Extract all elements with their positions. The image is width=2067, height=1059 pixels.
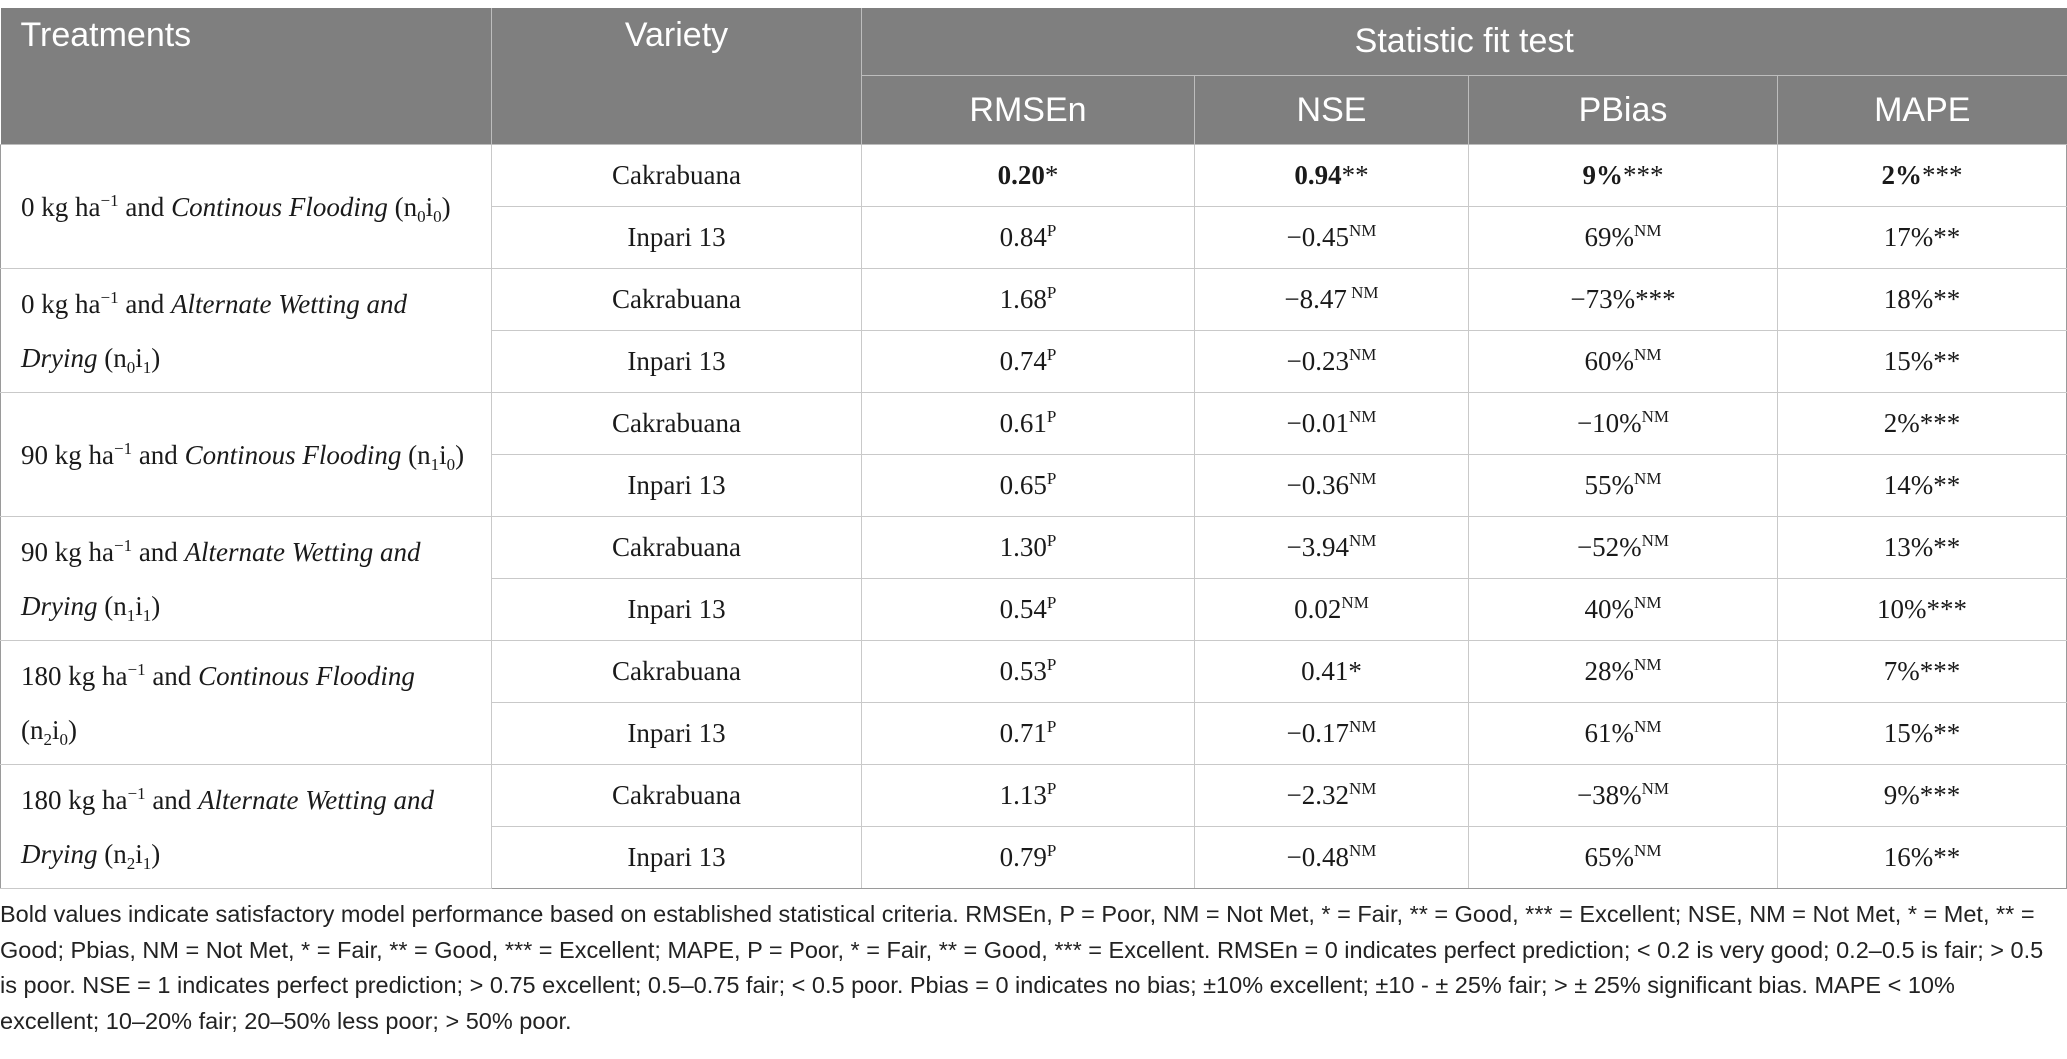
statistics-table bbox=[0, 8, 2067, 889]
pbias-cell bbox=[1469, 455, 1778, 517]
nse-value: −0.01 bbox=[1286, 408, 1350, 438]
table-row bbox=[1, 641, 2067, 703]
treatment-code bbox=[394, 191, 451, 226]
variety-name: Inpari 13 bbox=[627, 470, 726, 500]
mape-rating: *** bbox=[1922, 160, 1963, 190]
rmsen-rating: P bbox=[1046, 717, 1057, 736]
mape-cell bbox=[1778, 393, 2067, 455]
rmsen-value: 0.84 bbox=[999, 222, 1047, 252]
header-rmsen: RMSEn bbox=[862, 76, 1195, 145]
pbias-cell bbox=[1469, 517, 1778, 579]
variety-name: Inpari 13 bbox=[627, 222, 726, 252]
treatment-code bbox=[104, 342, 161, 377]
rmsen-rating: P bbox=[1046, 407, 1057, 426]
treatment-code-mid: i bbox=[135, 342, 143, 373]
treatment-code-n-sub: 1 bbox=[430, 454, 440, 474]
treatment-code-close: ) bbox=[68, 714, 78, 745]
mape-rating: *** bbox=[1926, 594, 1967, 624]
treatment-code bbox=[104, 838, 161, 873]
treatment-code-mid: i bbox=[425, 191, 434, 222]
rmsen-cell bbox=[862, 641, 1195, 703]
variety-name: Cakrabuana bbox=[612, 532, 741, 562]
mape-cell bbox=[1778, 765, 2067, 827]
variety-name: Inpari 13 bbox=[627, 718, 726, 748]
mape-value: 13% bbox=[1883, 532, 1934, 562]
nse-value: −3.94 bbox=[1286, 532, 1350, 562]
nse-rating: NM bbox=[1349, 345, 1377, 364]
treatment-amount: 0 bbox=[21, 191, 35, 222]
nse-rating: NM bbox=[1349, 469, 1377, 488]
rmsen-value: 1.68 bbox=[999, 284, 1047, 314]
treatment-cell bbox=[1, 517, 492, 641]
nse-rating: NM bbox=[1349, 407, 1377, 426]
treatment-code-n-sub: 0 bbox=[417, 206, 426, 226]
rmsen-rating: P bbox=[1046, 779, 1057, 798]
table-header bbox=[1, 8, 2067, 145]
pbias-cell bbox=[1469, 827, 1778, 889]
mape-value: 14% bbox=[1883, 470, 1934, 500]
nse-cell bbox=[1195, 579, 1469, 641]
variety-cell bbox=[492, 517, 862, 579]
rmsen-cell bbox=[862, 145, 1195, 207]
rmsen-value: 1.13 bbox=[999, 780, 1047, 810]
nse-rating: NM bbox=[1349, 717, 1377, 736]
pbias-value: 65% bbox=[1584, 842, 1635, 872]
pbias-rating: NM bbox=[1634, 841, 1662, 860]
rmsen-rating: P bbox=[1046, 469, 1057, 488]
nse-rating: NM bbox=[1349, 221, 1377, 240]
treatment-cell bbox=[1, 765, 492, 889]
pbias-rating: NM bbox=[1641, 531, 1670, 550]
nse-value: −0.48 bbox=[1286, 842, 1350, 872]
variety-name: Cakrabuana bbox=[612, 284, 741, 314]
nse-rating: NM bbox=[1349, 841, 1377, 860]
treatment-code-i-sub: 0 bbox=[446, 454, 456, 474]
mape-value: 16% bbox=[1883, 842, 1934, 872]
nse-value: 0.02 bbox=[1294, 594, 1342, 624]
mape-value: 15% bbox=[1883, 346, 1934, 376]
pbias-rating: NM bbox=[1634, 469, 1662, 488]
nse-rating: NM bbox=[1346, 283, 1379, 302]
treatment-code-i-sub: 0 bbox=[433, 206, 442, 226]
treatment-code-open: (n bbox=[21, 714, 44, 745]
rmsen-cell bbox=[862, 765, 1195, 827]
pbias-rating: NM bbox=[1634, 717, 1662, 736]
treatment-unit-exponent: −1 bbox=[113, 535, 133, 555]
treatment-code-mid: i bbox=[52, 714, 60, 745]
pbias-rating: *** bbox=[1623, 160, 1664, 190]
treatment-code-open: (n bbox=[104, 838, 127, 869]
mape-cell bbox=[1778, 517, 2067, 579]
nse-cell bbox=[1195, 145, 1469, 207]
treatment-method: Alternate Wetting and Drying bbox=[21, 288, 408, 373]
pbias-rating: NM bbox=[1634, 593, 1662, 612]
variety-name: Inpari 13 bbox=[627, 346, 726, 376]
nse-value: −0.45 bbox=[1286, 222, 1350, 252]
treatment-code-close: ) bbox=[151, 342, 161, 373]
pbias-value: −10% bbox=[1576, 408, 1642, 438]
header-nse: NSE bbox=[1195, 76, 1469, 145]
pbias-rating: NM bbox=[1641, 779, 1670, 798]
pbias-cell bbox=[1469, 207, 1778, 269]
mape-rating: *** bbox=[1919, 780, 1961, 810]
rmsen-cell bbox=[862, 331, 1195, 393]
mape-rating: ** bbox=[1933, 470, 1961, 500]
rmsen-value: 0.65 bbox=[999, 470, 1047, 500]
pbias-cell bbox=[1469, 331, 1778, 393]
mape-value: 10% bbox=[1877, 594, 1927, 624]
header-mape: MAPE bbox=[1778, 76, 2067, 145]
treatment-unit: kg ha bbox=[41, 288, 101, 319]
treatment-code-i-sub: 1 bbox=[142, 605, 152, 625]
treatment-conjunction: and bbox=[125, 288, 165, 319]
pbias-value: 55% bbox=[1584, 470, 1635, 500]
table-body bbox=[1, 145, 2067, 889]
treatment-unit: kg ha bbox=[41, 191, 101, 222]
pbias-cell bbox=[1469, 641, 1778, 703]
rmsen-value: 0.20 bbox=[997, 160, 1045, 190]
rmsen-cell bbox=[862, 827, 1195, 889]
pbias-value: 69% bbox=[1584, 222, 1635, 252]
rmsen-cell bbox=[862, 207, 1195, 269]
treatment-code-i-sub: 1 bbox=[142, 357, 152, 377]
variety-cell bbox=[492, 703, 862, 765]
nse-cell bbox=[1195, 703, 1469, 765]
treatment-code-close: ) bbox=[455, 439, 465, 470]
treatment-code-close: ) bbox=[441, 191, 451, 222]
nse-value: −0.36 bbox=[1286, 470, 1350, 500]
treatment-unit-exponent: −1 bbox=[100, 287, 119, 307]
pbias-cell bbox=[1469, 269, 1778, 331]
treatment-amount: 180 bbox=[21, 784, 62, 815]
mape-rating: ** bbox=[1933, 532, 1961, 562]
header-variety: Variety bbox=[492, 8, 862, 145]
pbias-cell bbox=[1469, 579, 1778, 641]
treatment-unit: kg ha bbox=[68, 784, 128, 815]
rmsen-cell bbox=[862, 579, 1195, 641]
treatment-code-n-sub: 2 bbox=[43, 729, 52, 749]
treatment-amount: 0 bbox=[21, 288, 35, 319]
treatment-conjunction: and bbox=[125, 191, 165, 222]
treatment-code-close: ) bbox=[151, 838, 161, 869]
treatment-code bbox=[408, 439, 465, 474]
mape-value: 9% bbox=[1883, 780, 1920, 810]
pbias-rating: NM bbox=[1634, 221, 1662, 240]
treatment-conjunction: and bbox=[152, 660, 192, 691]
table-row bbox=[1, 517, 2067, 579]
treatment-code-mid: i bbox=[135, 838, 143, 869]
treatment-code-mid: i bbox=[439, 439, 447, 470]
treatment-code-close: ) bbox=[151, 590, 161, 621]
pbias-value: 9% bbox=[1582, 160, 1623, 190]
mape-value: 2% bbox=[1881, 160, 1922, 190]
treatment-code bbox=[104, 590, 161, 625]
treatment-code-n-sub: 1 bbox=[126, 605, 136, 625]
variety-cell bbox=[492, 579, 862, 641]
mape-cell bbox=[1778, 827, 2067, 889]
rmsen-rating: * bbox=[1044, 160, 1059, 190]
pbias-value: −52% bbox=[1576, 532, 1642, 562]
table-row bbox=[1, 269, 2067, 331]
pbias-rating: *** bbox=[1635, 284, 1676, 314]
treatment-amount: 180 bbox=[21, 660, 62, 691]
pbias-cell bbox=[1469, 703, 1778, 765]
treatment-code-open: (n bbox=[104, 590, 127, 621]
mape-rating: ** bbox=[1933, 222, 1961, 252]
treatment-code-n-sub: 2 bbox=[126, 853, 136, 873]
rmsen-cell bbox=[862, 703, 1195, 765]
variety-cell bbox=[492, 145, 862, 207]
table-row bbox=[1, 765, 2067, 827]
nse-value: 0.94 bbox=[1294, 160, 1342, 190]
nse-cell bbox=[1195, 641, 1469, 703]
nse-rating: NM bbox=[1341, 593, 1369, 612]
treatment-method: Alternate Wetting and Drying bbox=[21, 784, 435, 869]
nse-cell bbox=[1195, 517, 1469, 579]
pbias-value: 60% bbox=[1584, 346, 1635, 376]
nse-value: −8.47 bbox=[1284, 284, 1347, 314]
treatment-unit: kg ha bbox=[68, 660, 128, 691]
nse-cell bbox=[1195, 827, 1469, 889]
mape-value: 18% bbox=[1883, 284, 1934, 314]
header-treatments: Treatments bbox=[1, 8, 492, 145]
treatment-unit: kg ha bbox=[54, 536, 114, 567]
mape-cell bbox=[1778, 331, 2067, 393]
mape-cell bbox=[1778, 145, 2067, 207]
variety-name: Inpari 13 bbox=[627, 594, 726, 624]
mape-cell bbox=[1778, 641, 2067, 703]
pbias-value: −38% bbox=[1576, 780, 1642, 810]
nse-rating: NM bbox=[1349, 531, 1377, 550]
rmsen-value: 0.54 bbox=[999, 594, 1047, 624]
treatment-cell bbox=[1, 641, 492, 765]
nse-rating: * bbox=[1348, 656, 1362, 686]
variety-cell bbox=[492, 269, 862, 331]
mape-cell bbox=[1778, 207, 2067, 269]
treatment-conjunction: and bbox=[138, 439, 178, 470]
treatment-method: Continous Flooding bbox=[184, 439, 402, 470]
treatment-code-i-sub: 1 bbox=[142, 853, 152, 873]
rmsen-value: 1.30 bbox=[999, 532, 1047, 562]
treatment-amount: 90 bbox=[21, 536, 48, 567]
mape-rating: *** bbox=[1919, 408, 1961, 438]
mape-value: 7% bbox=[1883, 656, 1920, 686]
variety-name: Cakrabuana bbox=[612, 408, 741, 438]
treatment-conjunction: and bbox=[152, 784, 192, 815]
rmsen-rating: P bbox=[1046, 221, 1057, 240]
table-container bbox=[0, 8, 2067, 889]
pbias-cell bbox=[1469, 145, 1778, 207]
header-statistic-fit-test: Statistic fit test bbox=[862, 8, 2067, 76]
mape-cell bbox=[1778, 703, 2067, 765]
nse-cell bbox=[1195, 455, 1469, 517]
table-row bbox=[1, 145, 2067, 207]
treatment-code-mid: i bbox=[135, 590, 143, 621]
mape-value: 17% bbox=[1883, 222, 1934, 252]
treatment-unit-exponent: −1 bbox=[113, 438, 133, 458]
mape-cell bbox=[1778, 269, 2067, 331]
variety-cell bbox=[492, 641, 862, 703]
rmsen-value: 0.71 bbox=[999, 718, 1047, 748]
treatment-code-n-sub: 0 bbox=[126, 357, 136, 377]
variety-name: Inpari 13 bbox=[627, 842, 726, 872]
nse-value: −0.23 bbox=[1286, 346, 1350, 376]
rmsen-rating: P bbox=[1046, 531, 1057, 550]
treatment-method: Alternate Wetting and Drying bbox=[21, 536, 421, 621]
table-footnote: Bold values indicate satisfactory model performance based on established statistical criteria. RMSEn, P = Poor, NM = Not Met, * = Fair, ** = Good, *** = Excellent; NSE, NM = Not Met, * = Met, ** = Good; Pbias, NM = Not Met, * = Fair, ** = Good, *** = Excellent; MAPE, P = Poor, * = Fair, ** = Good, *** = Excellent. RMSEn = 0 indicates perfect prediction; < 0.2 is very good; 0.2–0.5 is fair; > 0.5 is poor. NSE = 1 indicates perfect prediction; > 0.75 excellent; 0.5–0.75 fair; < 0.5 poor. Pbias = 0 indicates no bias; ±10% excellent; ±10 - ± 25% fair; > ± 25% significant bias. MAPE < 10% excellent; 10–20% fair; 20–50% less poor; > 50% poor. bbox=[0, 901, 2044, 1034]
treatment-unit-exponent: −1 bbox=[127, 783, 146, 803]
pbias-rating: NM bbox=[1634, 345, 1662, 364]
nse-cell bbox=[1195, 765, 1469, 827]
treatment-cell bbox=[1, 393, 492, 517]
rmsen-rating: P bbox=[1046, 841, 1057, 860]
treatment-code bbox=[21, 714, 78, 749]
mape-rating: ** bbox=[1933, 284, 1961, 314]
treatment-code-i-sub: 0 bbox=[59, 729, 69, 749]
treatment-code-open: (n bbox=[408, 439, 431, 470]
variety-cell bbox=[492, 393, 862, 455]
pbias-cell bbox=[1469, 765, 1778, 827]
nse-cell bbox=[1195, 331, 1469, 393]
treatment-amount: 90 bbox=[21, 439, 48, 470]
mape-cell bbox=[1778, 579, 2067, 641]
nse-value: 0.41 bbox=[1301, 656, 1349, 686]
treatment-unit: kg ha bbox=[54, 439, 114, 470]
mape-cell bbox=[1778, 455, 2067, 517]
pbias-value: −73% bbox=[1570, 284, 1636, 314]
variety-name: Cakrabuana bbox=[612, 656, 741, 686]
nse-value: −0.17 bbox=[1286, 718, 1350, 748]
rmsen-value: 0.74 bbox=[999, 346, 1047, 376]
variety-cell bbox=[492, 765, 862, 827]
pbias-value: 28% bbox=[1584, 656, 1635, 686]
rmsen-rating: P bbox=[1046, 283, 1057, 302]
pbias-cell bbox=[1469, 393, 1778, 455]
nse-rating: NM bbox=[1349, 779, 1377, 798]
nse-cell bbox=[1195, 393, 1469, 455]
variety-cell bbox=[492, 827, 862, 889]
treatment-method: Continous Flooding bbox=[171, 191, 388, 222]
variety-name: Cakrabuana bbox=[612, 160, 741, 190]
nse-rating: ** bbox=[1341, 160, 1369, 190]
treatment-code-open: (n bbox=[104, 342, 127, 373]
treatment-conjunction: and bbox=[138, 536, 178, 567]
rmsen-value: 0.53 bbox=[999, 656, 1047, 686]
rmsen-value: 0.61 bbox=[999, 408, 1047, 438]
rmsen-cell bbox=[862, 455, 1195, 517]
rmsen-rating: P bbox=[1046, 593, 1057, 612]
variety-cell bbox=[492, 207, 862, 269]
rmsen-cell bbox=[862, 517, 1195, 579]
table-row bbox=[1, 393, 2067, 455]
rmsen-value: 0.79 bbox=[999, 842, 1047, 872]
treatment-method: Continous Flooding bbox=[198, 660, 415, 691]
treatment-cell bbox=[1, 269, 492, 393]
nse-cell bbox=[1195, 269, 1469, 331]
mape-value: 15% bbox=[1883, 718, 1934, 748]
mape-rating: ** bbox=[1933, 842, 1961, 872]
mape-rating: ** bbox=[1933, 346, 1961, 376]
treatment-unit-exponent: −1 bbox=[127, 659, 146, 679]
mape-rating: ** bbox=[1933, 718, 1961, 748]
treatment-cell bbox=[1, 145, 492, 269]
mape-value: 2% bbox=[1883, 408, 1920, 438]
rmsen-cell bbox=[862, 269, 1195, 331]
variety-cell bbox=[492, 455, 862, 517]
variety-cell bbox=[492, 331, 862, 393]
mape-rating: *** bbox=[1919, 656, 1961, 686]
header-pbias: PBias bbox=[1469, 76, 1778, 145]
treatment-unit-exponent: −1 bbox=[100, 190, 119, 210]
rmsen-rating: P bbox=[1046, 655, 1057, 674]
pbias-value: 40% bbox=[1584, 594, 1635, 624]
pbias-value: 61% bbox=[1584, 718, 1635, 748]
pbias-rating: NM bbox=[1641, 407, 1670, 426]
rmsen-cell bbox=[862, 393, 1195, 455]
variety-name: Cakrabuana bbox=[612, 780, 741, 810]
nse-value: −2.32 bbox=[1286, 780, 1350, 810]
treatment-code-open: (n bbox=[394, 191, 418, 222]
pbias-rating: NM bbox=[1634, 655, 1662, 674]
rmsen-rating: P bbox=[1046, 345, 1057, 364]
nse-cell bbox=[1195, 207, 1469, 269]
